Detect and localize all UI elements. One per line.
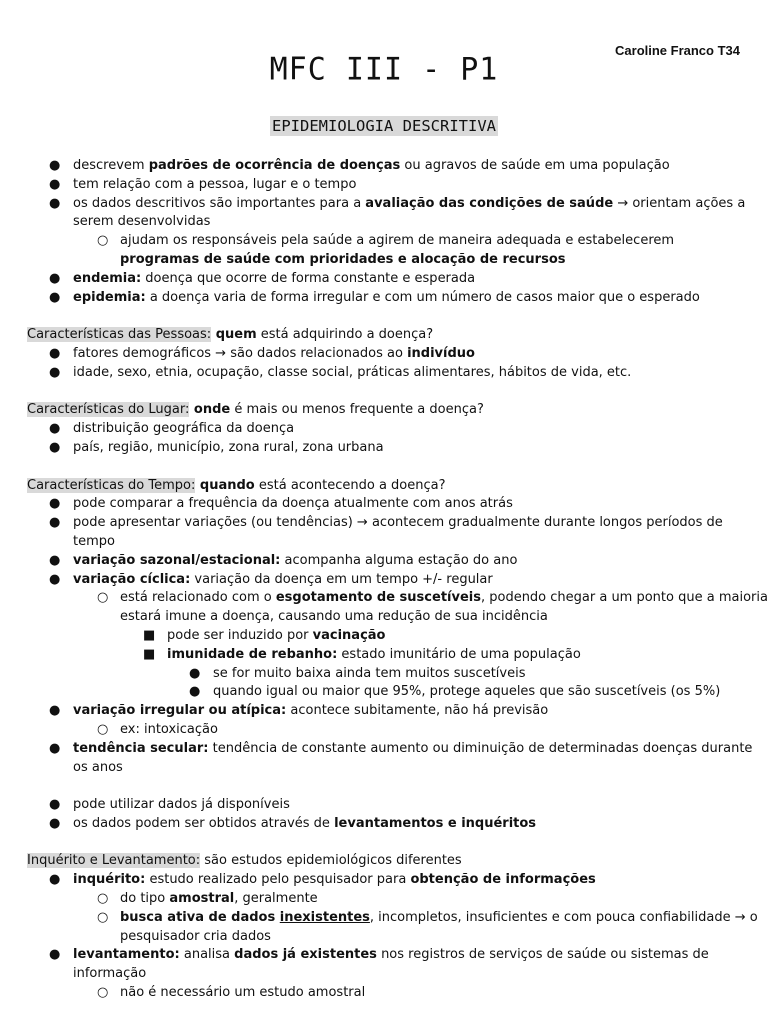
list-item-continuation: informação	[73, 966, 147, 982]
disc-bullet: ●	[49, 289, 61, 305]
list-item: ● os dados podem ser obtidos através de levantamentos e inquéritos	[27, 815, 747, 834]
list-item: ○ do tipo amostral, geralmente	[27, 890, 747, 909]
circle-bullet: ○	[97, 721, 109, 737]
square-bullet: ■	[143, 627, 156, 643]
list-item-continuation: pesquisador cria dados	[120, 928, 271, 944]
list-item-continuation: serem desenvolvidas	[73, 214, 211, 230]
list-item-continuation: tempo	[73, 533, 115, 549]
list-item: ● os dados descritivos são importantes para a avaliação das condições de saúde → orientam ações a	[27, 195, 747, 214]
section-heading-inquerito: Inquérito e Levantamento: são estudos epidemiológicos diferentes	[27, 853, 462, 869]
section-subtitle: EPIDEMIOLOGIA DESCRITIVA	[272, 117, 496, 135]
circle-bullet: ○	[97, 590, 109, 606]
list-item: ● pode apresentar variações (ou tendências) → acontecem gradualmente durante longos períodos de	[27, 514, 747, 533]
disc-bullet: ●	[49, 421, 61, 437]
disc-bullet: ●	[49, 496, 61, 512]
list-item-continuation: estará imune a doença, causando uma redução de sua incidência	[120, 609, 548, 625]
list-item: ● se for muito baixa ainda tem muitos suscetíveis	[27, 665, 747, 684]
disc-bullet: ●	[49, 552, 61, 568]
list-item: ● variação irregular ou atípica: acontece subitamente, não há previsão	[27, 702, 747, 721]
list-item: ○ não é necessário um estudo amostral	[27, 984, 747, 1003]
list-item: ○ ex: intoxicação	[27, 721, 747, 740]
section-heading-pessoas: Características das Pessoas: quem está adquirindo a doença?	[27, 327, 434, 343]
list-item: ○ está relacionado com o esgotamento de suscetíveis, podendo chegar a um ponto que a maioria	[27, 589, 747, 608]
circle-bullet: ○	[97, 891, 109, 907]
list-item: ○ ajudam os responsáveis pela saúde a agirem de maneira adequada e estabelecerem	[27, 232, 747, 251]
disc-bullet: ●	[49, 947, 61, 963]
list-item: ● idade, sexo, etnia, ocupação, classe social, práticas alimentares, hábitos de vida, etc.	[27, 364, 747, 383]
disc-bullet: ●	[49, 158, 61, 173]
section-heading-lugar: Características do Lugar: onde é mais ou menos frequente a doença?	[27, 402, 484, 418]
disc-bullet: ●	[49, 345, 61, 361]
list-item-continuation: programas de saúde com prioridades e alocação de recursos	[120, 251, 566, 267]
disc-bullet: ●	[189, 684, 201, 700]
disc-bullet: ●	[49, 740, 61, 756]
subtitle-wrapper	[0, 116, 768, 136]
disc-bullet: ●	[49, 797, 61, 813]
list-item: ● epidemia: a doença varia de forma irregular e com um número de casos maior que o esperado	[27, 289, 747, 308]
list-item: ● variação cíclica: variação da doença em um tempo +/- regular	[27, 571, 747, 590]
list-item: ● fatores demográficos → são dados relacionados ao indivíduo	[27, 345, 747, 364]
author-name: Caroline Franco T34	[615, 43, 740, 58]
list-item-continuation: os anos	[73, 759, 123, 775]
list-item: ● país, região, município, zona rural, zona urbana	[27, 439, 747, 458]
list-item: ● quando igual ou maior que 95%, protege aqueles que são suscetíveis (os 5%)	[27, 683, 747, 702]
list-item: ● descrevem padrões de ocorrência de doenças ou agravos de saúde em uma população	[27, 157, 747, 176]
disc-bullet: ●	[49, 439, 61, 455]
page-title: MFC III - P1	[269, 51, 499, 88]
disc-bullet: ●	[49, 872, 61, 888]
list-item: ● tendência secular: tendência de constante aumento ou diminuição de determinadas doenças durante	[27, 740, 747, 759]
disc-bullet: ●	[49, 703, 61, 719]
circle-bullet: ○	[97, 233, 109, 249]
disc-bullet: ●	[49, 176, 61, 192]
disc-bullet: ●	[49, 515, 61, 531]
list-item: ● levantamento: analisa dados já existentes nos registros de serviços de saúde ou sistemas de	[27, 946, 747, 965]
disc-bullet: ●	[49, 815, 61, 831]
list-item: ■ imunidade de rebanho: estado imunitário de uma população	[27, 646, 747, 665]
list-item: ● endemia: doença que ocorre de forma constante e esperada	[27, 270, 747, 289]
list-item: ● distribuição geográfica da doença	[27, 420, 747, 439]
square-bullet: ■	[143, 646, 156, 662]
disc-bullet: ●	[49, 270, 61, 286]
list-item: ○ busca ativa de dados inexistentes, incompletos, insuficientes e com pouca confiabilidade → o	[27, 909, 747, 928]
circle-bullet: ○	[97, 985, 109, 1001]
list-item: ● tem relação com a pessoa, lugar e o tempo	[27, 176, 747, 195]
disc-bullet: ●	[49, 195, 61, 211]
list-item: ● variação sazonal/estacional: acompanha alguma estação do ano	[27, 552, 747, 571]
list-item: ● pode comparar a frequência da doença atualmente com anos atrás	[27, 495, 747, 514]
disc-bullet: ●	[49, 364, 61, 380]
disc-bullet: ●	[189, 665, 201, 681]
circle-bullet: ○	[97, 909, 109, 925]
list-item: ● pode utilizar dados já disponíveis	[27, 796, 747, 815]
list-item: ● inquérito: estudo realizado pelo pesquisador para obtenção de informações	[27, 871, 747, 890]
disc-bullet: ●	[49, 571, 61, 587]
notes-content	[27, 157, 768, 1003]
section-heading-tempo: Características do Tempo: quando está acontecendo a doença?	[27, 477, 446, 493]
list-item: ■ pode ser induzido por vacinação	[27, 627, 747, 646]
